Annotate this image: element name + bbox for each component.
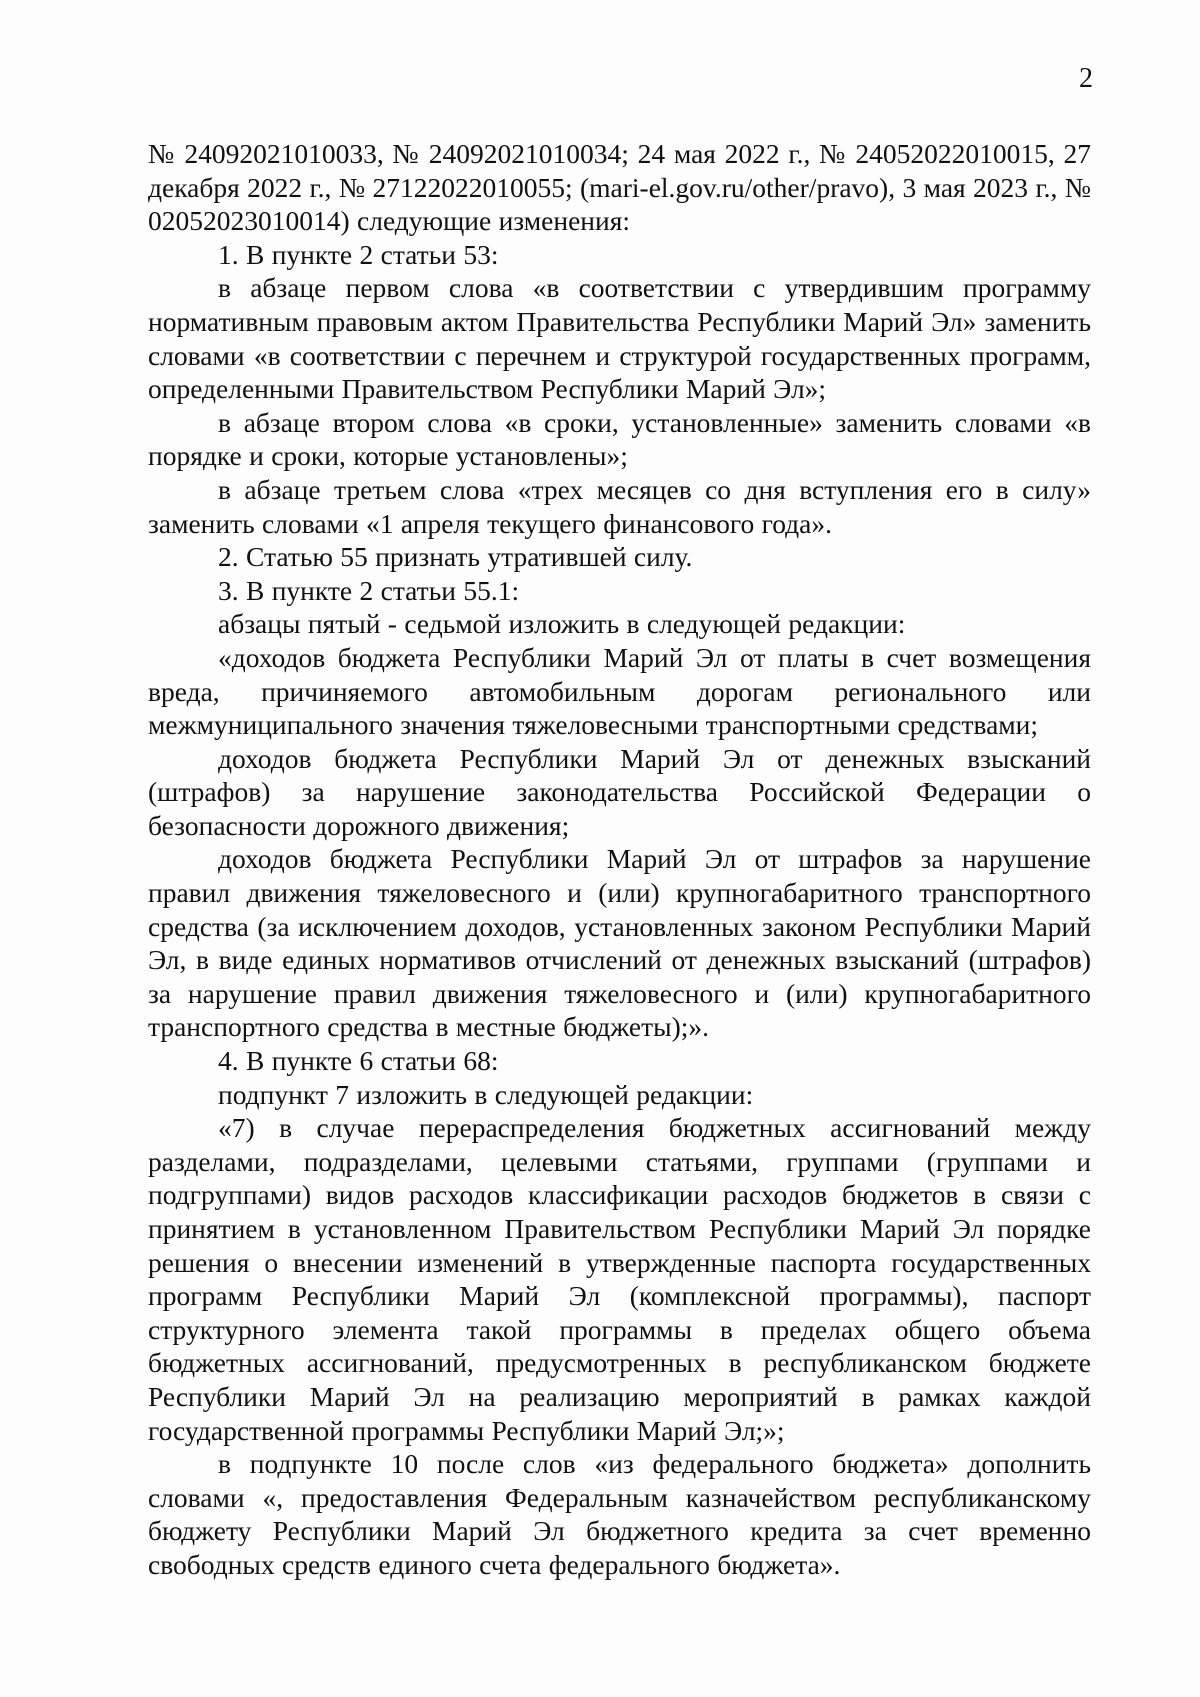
page-number: 2 [1079,63,1093,94]
paragraph-11: доходов бюджета Республики Марий Эл от штрафов за нарушение правил движения тяжеловесного и (или) крупногабаритного транспортного средства (за исключением доходов, установленных законом Республики Марий Эл, в виде единых нормативов отчислений от денежных взысканий (штрафов) за нарушение правил движения тяжеловесного и (или) крупногабаритного транспортного средства в местные бюджеты);». [148,843,1091,1043]
paragraph-9: «доходов бюджета Республики Марий Эл от платы в счет возмещения вреда, причиняемого автомобильным дорогам регионального или межмуниципального значения тяжеловесными транспортными средствами; [148,641,1091,741]
paragraph-4: в абзаце втором слова «в сроки, установленные» заменить словами «в порядке и сроки, которые установлены»; [148,406,1091,472]
paragraph-15: в подпункте 10 после слов «из федерального бюджета» дополнить словами «, предоставления Федеральным казначейством республиканскому бюджету Республики Марий Эл бюджетного кредита за счет временно свободных средств единого счета федерального бюджета». [148,1448,1091,1580]
paragraph-5: в абзаце третьем слова «трех месяцев со дня вступления его в силу» заменить словами «1 апреля текущего финансового года». [148,473,1091,539]
document-body [148,137,1091,1582]
paragraph-6: 2. Статью 55 признать утратившей силу. [218,541,693,573]
paragraph-14: «7) в случае перераспределения бюджетных ассигнований между разделами, подразделами, целевыми статьями, группами (группами и подгруппами) видов расходов классификации расходов бюджетов в связи с принятием в установленном Правительством Республики Марий Эл порядке решения о внесении изменений в утвержденные паспорта государственных программ Республики Марий Эл (комплексной программы), паспорт структурного элемента такой программы в пределах общего объема бюджетных ассигнований, предусмотренных в республиканском бюджете Республики Марий Эл на реализацию мероприятий в рамках каждой государственной программы Республики Марий Эл;»; [148,1112,1091,1446]
paragraph-13: подпункт 7 изложить в следующей редакции: [218,1078,754,1110]
paragraph-3: в абзаце первом слова «в соответствии с утвердившим программу нормативным правовым актом Правительства Республики Марий Эл» заменить словами «в соответствии с перечнем и структурой государственных программ, определенными Правительством Республики Марий Эл»; [148,272,1091,405]
paragraph-10: доходов бюджета Республики Марий Эл от денежных взысканий (штрафов) за нарушение законодательства Российской Федерации о безопасности дорожного движения; [148,742,1091,841]
paragraph-7: 3. В пункте 2 статьи 55.1: [218,574,520,606]
paragraph-12: 4. В пункте 6 статьи 68: [218,1045,499,1077]
paragraph-2: 1. В пункте 2 статьи 53: [218,238,499,270]
paragraph-1: № 24092021010033, № 24092021010034; 24 мая 2022 г., № 24052022010015, 27 декабря 2022 г., № 27122022010055; (mari-el.gov.ru/other/pravo), 3 мая 2023 г., № 02052023010014) следующие изменения: [148,138,1091,237]
paragraph-8: абзацы пятый - седьмой изложить в следующей редакции: [218,608,906,640]
